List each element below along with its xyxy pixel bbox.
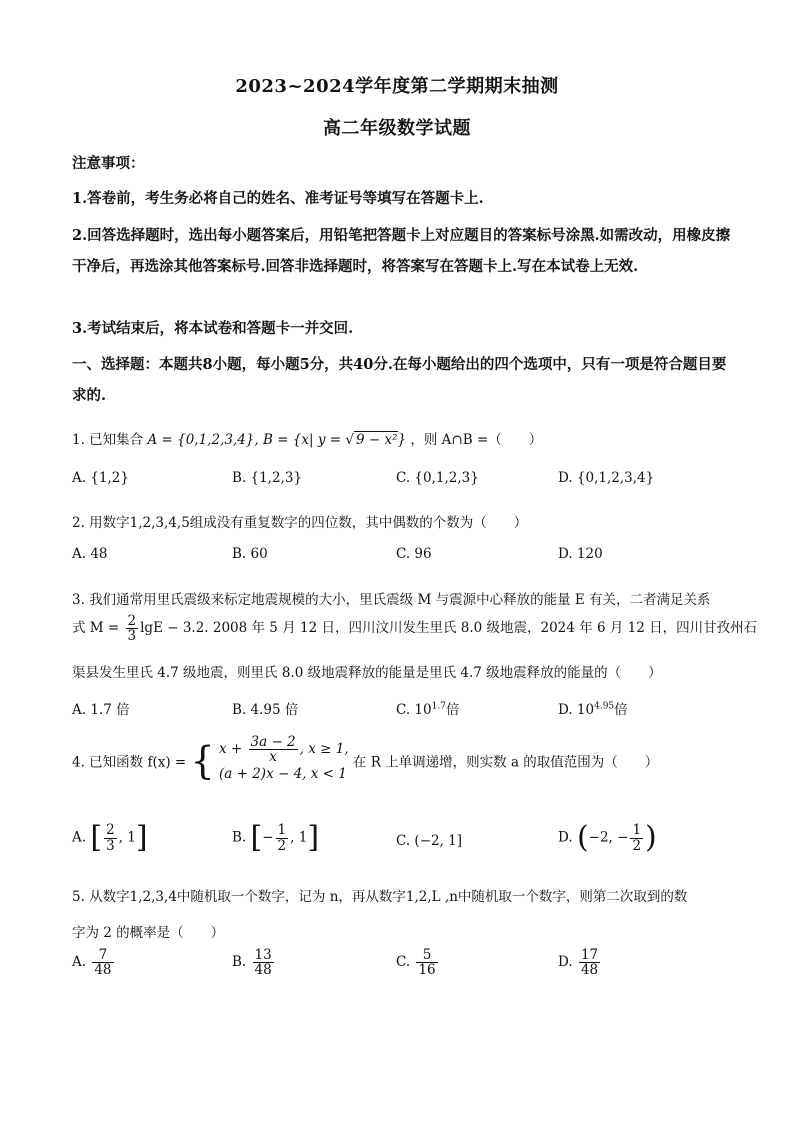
- q1-set-b-right: }: [397, 432, 407, 448]
- q3-option-d-base: D. 10: [558, 702, 595, 718]
- q3-formula-prefix: 式 M =: [72, 620, 120, 637]
- section-heading: 一、选择题：本题共8小题，每小题5分，共40分.在每小题给出的四个选项中，只有一项是符合题目要求的.: [72, 356, 727, 404]
- q4-piecewise-cases: [219, 735, 349, 786]
- question-3-line-2: [72, 614, 757, 643]
- q3-option-c: [396, 698, 459, 718]
- exam-subtitle: 高二年级数学试题: [323, 118, 471, 139]
- q5-option-a-denominator: 48: [94, 962, 112, 979]
- q5-option-a: [72, 948, 116, 977]
- q3-option-b: B. 4.95 倍: [232, 702, 299, 718]
- exam-title: 2023~2024学年度第二学期期末抽测: [235, 76, 559, 97]
- q4-option-a-label: A.: [72, 829, 87, 846]
- q5-option-c-fraction: [416, 948, 437, 977]
- q4-case-1-numerator: 3a − 2: [250, 734, 296, 750]
- q4-option-b: B. [− $\frac{1}{2}$ , 1]: [232, 820, 320, 855]
- q1-prefix: 1. 已知集合: [72, 432, 144, 448]
- q5-option-a-fraction: [92, 948, 113, 977]
- q5-option-d-label: D.: [558, 954, 573, 971]
- q4-option-b-label: B.: [232, 829, 247, 846]
- q3-option-d-exponent: 4.95: [594, 701, 615, 712]
- q5-option-c-numerator: 5: [416, 948, 437, 963]
- q4-case-1-denominator: x: [269, 749, 277, 766]
- question-5-line-2: 字为 2 的概率是（ ）: [72, 925, 225, 941]
- q4-option-a-tail: , 1: [118, 829, 136, 846]
- q1-option-a: A. {1,2}: [72, 470, 129, 486]
- q4-left-brace: {: [190, 738, 215, 783]
- q4-option-b-denominator: 2: [277, 837, 287, 854]
- q4-prefix: 4. 已知函数 f(x) =: [72, 754, 187, 771]
- q3-formula-suffix: lgE − 3.2. 2008 年 5 月 12 日，四川汶川发生里氏 8.0 级地震，2024 年 6 月 12 日，四川甘孜州石: [140, 620, 758, 637]
- q3-fraction-denominator: 3: [127, 628, 137, 645]
- question-2-stem: 2. 用数字1,2,3,4,5组成没有重复数字的四位数，其中偶数的个数为（ ）: [72, 515, 528, 531]
- q1-option-b: B. {1,2,3}: [232, 470, 303, 486]
- question-5-line-1: 5. 从数字1,2,3,4中随机取一个数字，记为 n，再从数字1,2,L ,n中随机取一个数字，则第二次取到的数: [72, 889, 688, 905]
- q4-option-d: D. (−2, − $\frac{1}{2}$ ): [558, 820, 657, 855]
- q5-option-c: [396, 948, 440, 977]
- q1-set-b-left: , B = {x| y =: [254, 432, 346, 448]
- q3-fraction-numerator: 2: [127, 613, 137, 629]
- q3-fraction: [126, 614, 139, 643]
- question-3-line-1: 3. 我们通常用里氏震级来标定地震规模的大小，里氏震级 M 与震源中心释放的能量 E 有关，二者满足关系: [72, 592, 711, 608]
- q2-option-c: C. 96: [396, 546, 432, 562]
- q4-option-d-head: −2, −: [588, 829, 629, 846]
- question-3-line-3: 渠县发生里氏 4.7 级地震，则里氏 8.0 级地震释放的能量是里氏 4.7 级地震释放的能量的（ ）: [72, 665, 662, 681]
- q4-option-d-denominator: 2: [632, 837, 642, 854]
- q3-option-c-base: C. 10: [396, 702, 432, 718]
- q2-option-d: D. 120: [558, 546, 603, 562]
- q3-option-c-unit: 倍: [445, 702, 460, 718]
- q4-case-1-condition: , x ≥ 1,: [299, 741, 349, 758]
- q3-option-d-unit: 倍: [614, 702, 628, 718]
- q1-set-a: A = {0,1,2,3,4}: [147, 432, 255, 448]
- q5-option-c-label: C.: [396, 954, 411, 971]
- q5-option-b: [232, 948, 276, 977]
- question-1-stem: 1. 已知集合 A = {0,1,2,3,4}, B = {x| y = √ 9 − x²} ，则 A∩B =（ ）: [72, 432, 543, 448]
- q5-option-d-fraction: [579, 948, 600, 977]
- q5-option-b-numerator: 13: [254, 947, 272, 963]
- q5-option-a-numerator: 7: [92, 948, 113, 963]
- q4-option-a: A. [ $\frac{2}{3}$ , 1]: [72, 820, 148, 855]
- q4-option-d-numerator: 1: [632, 822, 642, 839]
- notes-item-3: 3.考试结束后，将本试卷和答题卡一并交回.: [72, 320, 354, 337]
- q4-option-d-fraction: [630, 823, 643, 852]
- q2-option-b: B. 60: [232, 546, 268, 562]
- q4-case-1-fraction: [249, 735, 298, 764]
- question-4-stem: [72, 735, 658, 786]
- q3-option-c-exponent: 1.7: [431, 701, 446, 712]
- q4-case-1: [219, 735, 349, 764]
- q5-option-a-label: A.: [72, 954, 87, 971]
- q4-option-a-denominator: 3: [106, 837, 115, 854]
- q4-option-c: C. (−2, 1]: [396, 833, 463, 849]
- q5-option-b-label: B.: [232, 954, 247, 971]
- q4-option-b-sign: −: [262, 829, 274, 846]
- notes-item-2: 2.回答选择题时，选出每小题答案后，用铅笔把答题卡上对应题目的答案标号涂黑.如需改动，用橡皮擦干净后，再选涂其他答案标号.回答非选择题时，将答案写在答题卡上.写在本试卷上无效.: [72, 227, 731, 275]
- q1-suffix: ，则 A∩B =（ ）: [410, 432, 543, 448]
- q4-case-1-term: x +: [219, 741, 247, 758]
- q5-option-b-denominator: 48: [254, 962, 272, 979]
- q4-suffix: 在 R 上单调递增，则实数 a 的取值范围为（ ）: [352, 754, 659, 771]
- q2-option-a: A. 48: [72, 546, 108, 562]
- notes-heading: 注意事项：: [72, 155, 145, 172]
- q4-option-a-numerator: 2: [106, 822, 115, 839]
- q1-option-d: D. {0,1,2,3,4}: [558, 470, 655, 486]
- q4-option-b-numerator: 1: [277, 822, 287, 839]
- q5-option-d-denominator: 48: [580, 962, 599, 979]
- q4-option-d-label: D.: [558, 829, 573, 846]
- notes-item-1: 1.答卷前，考生务必将自己的姓名、准考证号等填写在答题卡上.: [72, 190, 484, 207]
- q5-option-d: [558, 948, 602, 977]
- q1-set-b-sqrt: 9 − x²: [355, 432, 398, 448]
- q4-case-2: (a + 2)x − 4, x < 1: [219, 766, 347, 783]
- q5-option-b-fraction: [253, 948, 274, 977]
- q4-option-a-fraction: [104, 823, 117, 852]
- q4-option-b-fraction: [276, 823, 289, 852]
- q3-option-a: A. 1.7 倍: [72, 702, 130, 718]
- q5-option-c-denominator: 16: [418, 962, 436, 979]
- q4-option-b-tail: , 1: [290, 829, 308, 846]
- q1-option-c: C. {0,1,2,3}: [396, 470, 479, 486]
- q3-option-d: [558, 698, 628, 718]
- q5-option-d-numerator: 17: [580, 947, 599, 963]
